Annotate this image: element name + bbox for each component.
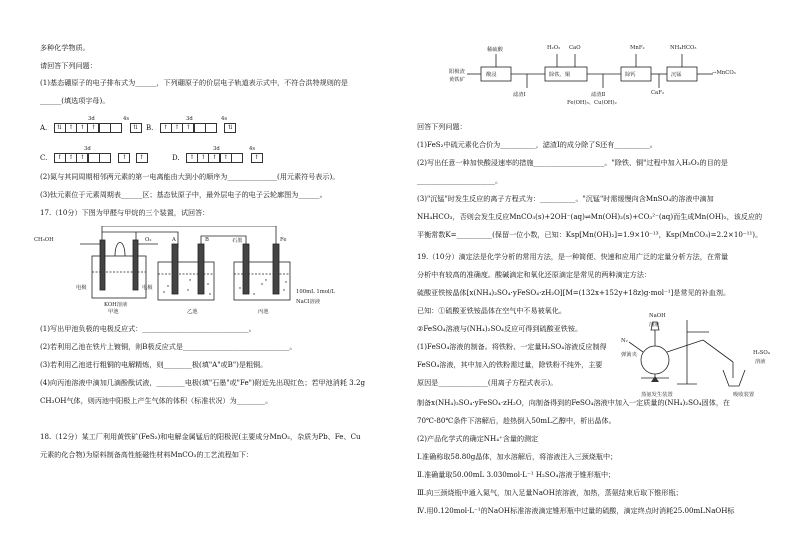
- orbital-boxes-c: ↑ ↑ ↑ ↑ ↑: [54, 154, 147, 162]
- p1d-text: 制备x(NH₄)₂SO₄·yFeSO₄·zH₂O，向制备得到的FeSO₄溶液中加入一定质量的(NH₄)₂SO₄固体，在: [417, 398, 731, 407]
- known-2-text: ②FeSO₄溶液与(NH₄)₂SO₄反应可得到硫酸亚铁铵。: [417, 324, 583, 333]
- ask-text: 请回答下列问题：: [40, 61, 97, 70]
- q3-text: (3)钛元素位于元素周期表______区；基态钛原子中，最外层电子的电子云轮廓图为______。: [40, 190, 327, 199]
- q17-4-text: (4)向丙池溶液中滴加几滴酚酞试液，________电极(填"石墨"或"Fe")附近先出现红色；若甲池消耗 3.2g: [40, 378, 366, 387]
- p1-text: (1)FeSO₄溶液的制备。将铁粉、一定量H₂SO₄溶液反应制得: [417, 342, 607, 351]
- flow-reagent-acid: 稀硫酸: [487, 47, 503, 53]
- app-label-n2: N₂: [621, 338, 628, 344]
- orbital-label-4s-a: 4s: [123, 116, 130, 122]
- label-yichi: 乙池: [187, 309, 198, 315]
- app-label-absorber: 吸收装置: [733, 392, 755, 398]
- app-label-h2so4-solution: 溶液: [755, 359, 766, 365]
- flow-reagent-cao: CaO: [569, 45, 581, 51]
- label-ch3oh: CH₃OH: [34, 237, 54, 243]
- flow-input-1: 阳极渣: [449, 69, 465, 75]
- orbital-label-4s-b: 4s: [221, 116, 228, 122]
- step-1-text: Ⅰ.准确称取58.80g晶体，加水溶解后，将溶液注入三颈烧瓶中；: [417, 452, 618, 461]
- label-o2: O₂: [145, 237, 152, 243]
- flow-residue-2: 滤渣Ⅱ: [591, 92, 606, 98]
- r-q3-text: (3)"沉锰"时发生反应的离子方程式为：__________。"沉锰"时需缓慢向含MnSO₄的溶液中滴加: [417, 194, 714, 203]
- r-q3b-text: NH₄HCO₃，否则会发生反应MnCO₃(s)+2OH⁻(aq)⇌Mn(OH)₂(s)+CO₃²⁻(aq)而生成Mn(OH)₂，该反应的: [417, 212, 763, 221]
- p1b-text: FeSO₄溶液，其中加入的铁粉需过量，除铁粉不纯外，主要: [417, 360, 603, 369]
- step-3-text: Ⅲ.向三颈烧瓶中通入氮气，加入足量NaOH浓溶液，加热，蒸氨结束后取下锥形瓶；: [417, 488, 683, 497]
- q17-3-text: (3)若利用乙池进行粗铜的电解精炼，则________极(填"A"或B")是粗铜。: [40, 360, 268, 369]
- label-jiachi: 甲池: [108, 309, 119, 315]
- label-electrode-right: 电极: [142, 285, 153, 291]
- label-fe: Fe: [280, 237, 287, 243]
- app-label-steam: 蒸氨发生装置: [641, 392, 673, 398]
- q18-text: 18.（12分）某工厂利用黄铁矿(FeS₂)和电解金属锰后的阳极泥(主要成分MnO₂，杂质为Pb、Fe、Cu: [40, 432, 361, 441]
- step-2-text: Ⅱ.准确量取50.00mL 3.030mol·L⁻¹ H₂SO₄溶液于锥形瓶中；: [417, 470, 616, 479]
- p1e-text: 70℃-80℃条件下溶解后，趁热倒入50mL乙醇中，析出晶体。: [417, 416, 616, 425]
- q19-text: 19.（10分）滴定法是化学分析的常用方法，是一种简便、快速和应用广泛的定量分析方法，在常量: [417, 252, 729, 261]
- r-q2b-text: ______________________。: [417, 176, 503, 185]
- flow-step-precipitate-mn: 沉锰: [671, 72, 682, 78]
- q17-4b-text: CH₃OH气体，则丙池中阳极上产生气体的体积（标准状况）为________。: [40, 396, 273, 405]
- option-a: [40, 123, 141, 133]
- right-column: [397, 0, 794, 549]
- label-nacl: NaCl溶液: [296, 299, 321, 305]
- flow-step-remove-ca: 除钙: [625, 72, 636, 78]
- step-4-text: Ⅳ.用0.120mol·L⁻¹的NaOH标准溶液滴定锥形瓶中过量的硫酸，滴定终点时消耗25.00mLNaOH标: [417, 506, 735, 515]
- q17-2-text: (2)若利用乙池在铁片上镀铜，则B极反应式是______________________________。: [40, 342, 297, 351]
- r-q2-text: (2)写出任意一种加快酸浸速率的措施____________________。"除铁、铜"过程中加入H₂O₂的目的是: [417, 158, 728, 167]
- app-label-clip: 弹簧夹: [621, 352, 637, 358]
- answer-heading: 回答下列问题：: [417, 122, 467, 131]
- q18b-text: 元素的化合物)为原料制备高性能磁性材料MnCO₃的工艺流程如下：: [40, 450, 254, 459]
- q1b-text: ______(填选项字母)。: [40, 96, 110, 105]
- intro-text: 多种化学物质。: [40, 43, 90, 52]
- label-koh: KOH溶液: [104, 302, 128, 308]
- option-b: [146, 123, 236, 133]
- label-electrode-b: B: [205, 237, 209, 243]
- label-electrode-left: 电极: [76, 285, 87, 291]
- orbital-label-4s-d: 4s: [249, 146, 256, 152]
- flow-residue-2-detail: Fe(OH)₃、Cu(OH)₂: [567, 100, 617, 106]
- flow-product: →MnCO₃: [712, 70, 736, 76]
- flow-step-remove-fe-cu: 除铁、铜: [549, 72, 571, 78]
- r-q1-text: (1)FeS₂中硫元素化合价为__________，滤渣Ⅰ的成分除了S还有__________。: [417, 140, 657, 149]
- orbital-label-3d-c: 3d: [84, 146, 91, 152]
- option-c: [40, 153, 147, 163]
- option-b-label: B.: [146, 124, 154, 132]
- label-electrode-a: A: [172, 237, 176, 243]
- flow-reagent-h2o2: H₂O₂: [547, 45, 561, 51]
- r-q3c-text: 平衡常数K=__________(保留一位小数，已知：Ksp[Mn(OH)₂]=1.9×10⁻¹³，Ksp(MnCO₃)=2.2×10⁻¹¹)。: [417, 230, 763, 239]
- app-label-naoh: NaOH: [649, 313, 666, 319]
- orbital-boxes-b: ↑ ↑ ↑ ⇅: [160, 124, 236, 132]
- flow-input-2: 黄铁矿: [449, 77, 465, 83]
- q19c-text: 硫酸亚铁铵晶体[x(NH₄)₂SO₄·yFeSO₄·zH₂O][M=(132x+152y+18z)g·mol⁻¹]是常见的补血剂。: [417, 288, 731, 297]
- apparatus-diagram: [615, 310, 775, 390]
- flow-residue-1: 滤渣Ⅰ: [513, 92, 526, 98]
- q19b-text: 分析中有较高的准确度。酸碱滴定和氧化还原滴定是常见的两种滴定方法：: [417, 270, 652, 279]
- orbital-label-3d-b: 3d: [186, 116, 193, 122]
- option-d-label: D.: [172, 154, 180, 162]
- electrolysis-diagram: [40, 226, 340, 318]
- q17-heading: 17.（10分）下图为甲醛与甲烷的三个装置，试回答：: [40, 208, 210, 217]
- flow-reagent-nh4hco3: NH₄HCO₃: [670, 45, 697, 51]
- app-label-h2so4: H₂SO₄: [753, 350, 770, 356]
- q17-1-text: (1)写出甲池负极的电极反应式：______________________________。: [40, 324, 256, 333]
- q1-text: (1)基态硼原子的电子排布式为______，下列硼原子的价层电子轨道表示式中，不符合洪特规则的是: [40, 78, 348, 87]
- orbital-label-3d-d: 3d: [213, 146, 220, 152]
- orbital-label-3d-a: 3d: [88, 116, 95, 122]
- flow-residue-3: CaF₂: [651, 90, 665, 96]
- q2-text: (2)氮与其同周期相邻两元素的第一电离能由大到小的顺序为______________(用元素符号表示)。: [40, 172, 340, 181]
- flow-step-acid-leach: 酸浸: [486, 72, 497, 78]
- p2-text: (2)产品化学式的确定NH₄⁺含量的测定: [417, 434, 539, 443]
- label-nacl-conc: 100mL 1mol/L: [296, 289, 335, 295]
- option-d: [172, 153, 262, 163]
- option-c-label: C.: [40, 154, 48, 162]
- orbital-boxes-a: ⇅ ↑ ↑ ↑ ⇅: [54, 124, 141, 132]
- known-1-text: 已知：①硫酸亚铁铵晶体在空气中不易被氧化。: [417, 306, 566, 315]
- flow-reagent-mnf2: MnF₂: [630, 45, 645, 51]
- orbital-boxes-d: ↑ ↑ ↑ ↑ ↑: [186, 154, 262, 162]
- p1c-text: 原因是______________(用离子方程式表示)。: [417, 378, 558, 387]
- option-a-label: A.: [40, 124, 48, 132]
- app-label-naoh-solution: 溶液: [649, 322, 660, 328]
- label-graphite: 石墨: [232, 238, 243, 244]
- label-bingchi: 丙池: [258, 309, 269, 315]
